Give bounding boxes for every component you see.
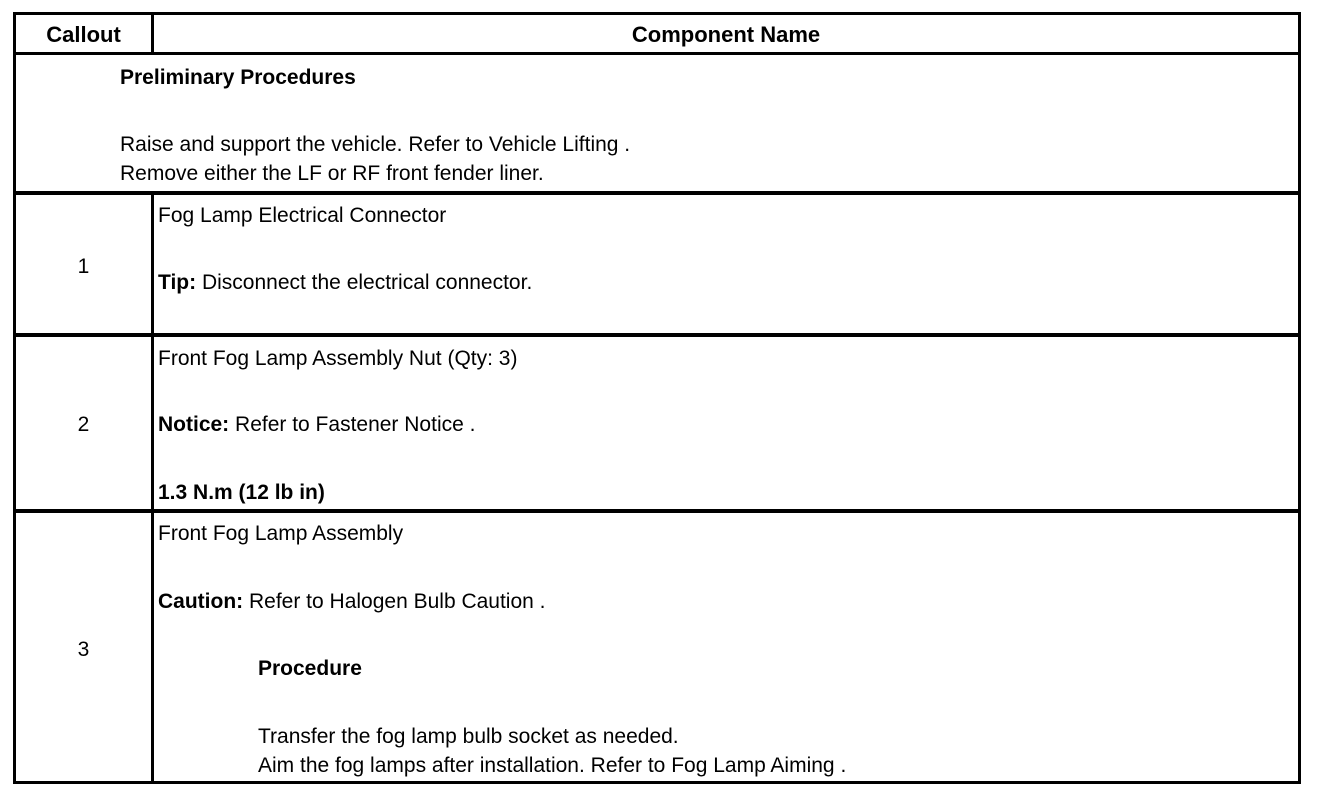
- row-1-note: [158, 271, 532, 295]
- row-1-note-text: Disconnect the electrical connector.: [196, 271, 533, 294]
- row-2-callout: 2: [77, 413, 90, 436]
- row-3-callout: 3: [77, 638, 90, 661]
- row-3-component-name: Front Fog Lamp Assembly: [158, 522, 404, 545]
- header-callout: Callout: [46, 22, 121, 47]
- row-1-divider: [16, 333, 1298, 337]
- row-3-procedure-line: Aim the fog lamps after installation. Refer to Fog Lamp Aiming .: [258, 754, 847, 777]
- preliminary-divider: [16, 191, 1298, 195]
- row-2-note: [158, 413, 475, 437]
- row-2-note-label: Notice:: [158, 413, 230, 436]
- preliminary-title: Preliminary Procedures: [120, 66, 356, 89]
- row-2-note-text: Refer to Fastener Notice .: [229, 413, 476, 436]
- row-2-component-name: Front Fog Lamp Assembly Nut (Qty: 3): [158, 347, 518, 370]
- row-1-callout: 1: [77, 255, 90, 278]
- procedure-table: [13, 12, 1301, 784]
- row-3-procedure-line: Transfer the fog lamp bulb socket as needed.: [258, 725, 679, 748]
- row-1-component-name: Fog Lamp Electrical Connector: [158, 204, 447, 227]
- row-3-note-label: Caution:: [158, 590, 244, 613]
- row-1-note-label: Tip:: [158, 271, 197, 294]
- header-divider: [16, 52, 1298, 55]
- row-3-note-text: Refer to Halogen Bulb Caution .: [243, 590, 546, 613]
- row-3-procedure-title: Procedure: [258, 657, 362, 680]
- row-2-torque-spec: 1.3 N.m (12 lb in): [158, 481, 325, 504]
- preliminary-line: Raise and support the vehicle. Refer to Vehicle Lifting .: [120, 133, 631, 156]
- row-3-note: [158, 590, 546, 614]
- row-2-divider: [16, 509, 1298, 513]
- preliminary-line: Remove either the LF or RF front fender liner.: [120, 162, 544, 185]
- header-component-name: Component Name: [631, 22, 821, 47]
- column-divider-body: [151, 193, 154, 781]
